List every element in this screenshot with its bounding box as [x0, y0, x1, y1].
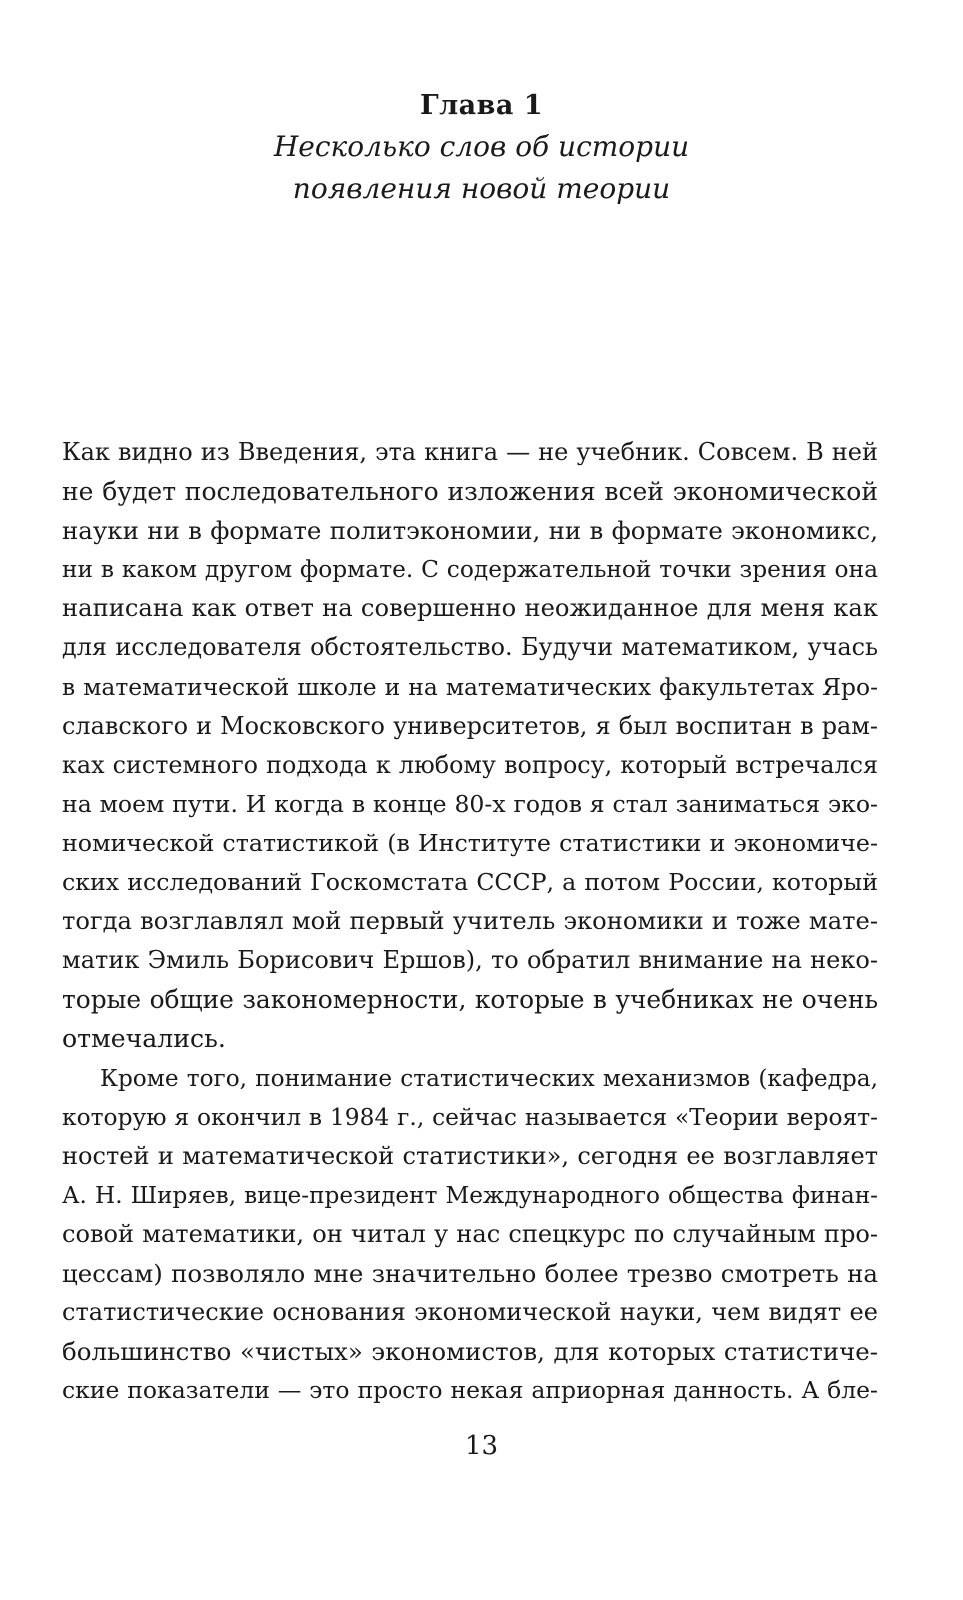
text-line: для исследователя обстоятельство. Будучи математиком, учась — [62, 633, 878, 662]
text-line: ках системного подхода к любому вопросу, который встречался — [62, 750, 878, 779]
text-line: тогда возглавлял мой первый учитель экономики и тоже мате- — [62, 907, 878, 936]
text-line: цессам) позволяло мне значительно более трезво смотреть на — [62, 1258, 878, 1288]
text-line: большинство «чистых» экономистов, для которых статистиче- — [62, 1337, 878, 1367]
chapter-subtitle-line-1: Несколько слов об истории — [273, 130, 690, 163]
text-line: матик Эмиль Борисович Ершов), то обратил внимание на неко- — [62, 946, 878, 975]
text-line: ностей и математической статистики», сегодня ее возглавляет — [62, 1141, 878, 1170]
chapter-heading — [0, 86, 963, 210]
body-text — [62, 433, 878, 1410]
text-line: торые общие закономерности, которые в учебниках не очень — [62, 985, 878, 1015]
text-line: славского и Московского университетов, я был воспитан в рам- — [62, 711, 878, 740]
text-line: отмечались. — [62, 1024, 226, 1054]
text-line: совой математики, он читал у нас спецкурс по случайным про- — [62, 1219, 878, 1248]
text-line: в математической школе и на математических факультетах Яро- — [62, 672, 878, 701]
text-line: науки ни в формате политэкономии, ни в формате экономикс, — [62, 516, 878, 546]
chapter-number: Глава 1 — [419, 90, 544, 121]
text-line: написана как ответ на совершенно неожиданное для меня как — [62, 594, 878, 623]
text-line: Как видно из Введения, эта книга — не учебник. Совсем. В ней — [62, 438, 878, 466]
text-line: номической статистикой (в Институте статистики и экономиче- — [62, 828, 878, 857]
chapter-subtitle-line-2: появления новой теории — [292, 172, 671, 205]
text-line: ни в каком другом формате. С содержательной точки зрения она — [62, 556, 878, 584]
text-line: на моем пути. И когда в конце 80-х годов я стал заниматься эко- — [62, 789, 878, 818]
text-line: которую я окончил в 1984 г., сейчас называется «Теории вероят- — [62, 1102, 878, 1131]
text-line: ские показатели — это просто некая априорная данность. А бле- — [62, 1376, 878, 1405]
page-number: 13 — [464, 1431, 499, 1461]
text-line: А. Н. Ширяев, вице-президент Международного общества финан- — [62, 1181, 878, 1209]
paragraph-1 — [62, 433, 878, 1059]
text-line: статистические основания экономической науки, чем видят ее — [62, 1298, 878, 1327]
text-line: ских исследований Госкомстата СССР, а потом России, который — [62, 868, 878, 897]
text-line: Кроме того, понимание статистических механизмов (кафедра, — [100, 1064, 878, 1092]
paragraph-2 — [62, 1059, 878, 1411]
text-line: не будет последовательного изложения всей экономической — [62, 477, 878, 507]
